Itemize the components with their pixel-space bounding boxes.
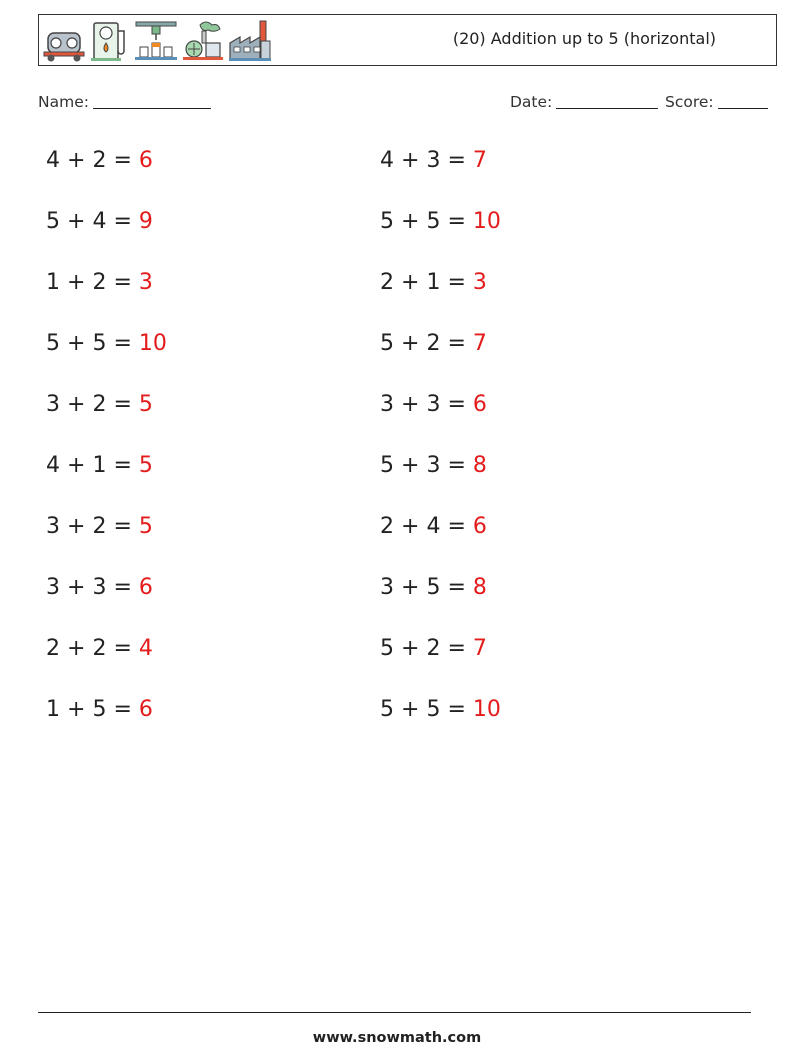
operand-a: 5 xyxy=(46,209,60,234)
answer: 4 xyxy=(138,636,153,661)
problem xyxy=(46,636,153,661)
oil-press-icon xyxy=(134,19,178,63)
operand-b: 5 xyxy=(426,209,441,234)
equals-sign: = xyxy=(113,575,132,600)
equals-sign: = xyxy=(447,270,466,295)
problem xyxy=(46,148,153,173)
operand-b: 5 xyxy=(426,575,441,600)
answer: 7 xyxy=(472,331,487,356)
answer: 10 xyxy=(472,697,501,722)
answer: 5 xyxy=(138,453,153,478)
operand-a: 5 xyxy=(380,209,394,234)
plus-sign: + xyxy=(401,575,420,600)
date-label: Date: xyxy=(510,93,553,111)
operand-a: 5 xyxy=(380,636,394,661)
answer: 6 xyxy=(472,392,487,417)
operand-a: 4 xyxy=(46,453,60,478)
problem xyxy=(46,453,153,478)
answer: 5 xyxy=(138,392,153,417)
date-field xyxy=(510,93,658,111)
equals-sign: = xyxy=(447,575,466,600)
plus-sign: + xyxy=(401,270,420,295)
operand-b: 2 xyxy=(92,270,107,295)
plus-sign: + xyxy=(401,636,420,661)
operand-b: 2 xyxy=(92,148,107,173)
problem xyxy=(46,514,153,539)
worksheet-header xyxy=(38,14,777,66)
answer: 6 xyxy=(472,514,487,539)
problem xyxy=(380,636,487,661)
plus-sign: + xyxy=(67,453,86,478)
problem xyxy=(46,575,153,600)
equals-sign: = xyxy=(447,209,466,234)
equals-sign: = xyxy=(113,270,132,295)
equals-sign: = xyxy=(447,453,466,478)
problem xyxy=(380,514,487,539)
equals-sign: = xyxy=(113,392,132,417)
operand-a: 1 xyxy=(46,270,60,295)
problem xyxy=(380,697,501,722)
fuel-pump-icon xyxy=(90,19,130,63)
plus-sign: + xyxy=(67,209,86,234)
equals-sign: = xyxy=(447,392,466,417)
equals-sign: = xyxy=(113,514,132,539)
factory-icon xyxy=(228,19,272,63)
plus-sign: + xyxy=(401,453,420,478)
answer: 6 xyxy=(138,697,153,722)
answer: 3 xyxy=(138,270,153,295)
equals-sign: = xyxy=(447,697,466,722)
operand-a: 2 xyxy=(380,270,394,295)
footer-site: www.snowmath.com xyxy=(312,1030,482,1046)
score-blank xyxy=(718,94,768,109)
problem xyxy=(380,575,487,600)
equals-sign: = xyxy=(447,331,466,356)
plus-sign: + xyxy=(401,209,420,234)
plus-sign: + xyxy=(67,697,86,722)
answer: 7 xyxy=(472,148,487,173)
equals-sign: = xyxy=(113,331,132,356)
operand-b: 5 xyxy=(92,697,107,722)
name-field xyxy=(38,93,211,111)
operand-b: 4 xyxy=(92,209,107,234)
answer: 6 xyxy=(138,148,153,173)
answer: 8 xyxy=(472,453,487,478)
operand-b: 3 xyxy=(92,575,107,600)
operand-b: 2 xyxy=(92,636,107,661)
problem xyxy=(380,148,487,173)
answer: 10 xyxy=(138,331,167,356)
operand-b: 5 xyxy=(426,697,441,722)
operand-b: 4 xyxy=(426,514,441,539)
operand-a: 3 xyxy=(46,575,60,600)
problem xyxy=(380,392,487,417)
problem xyxy=(380,209,501,234)
operand-b: 2 xyxy=(426,636,441,661)
equals-sign: = xyxy=(447,636,466,661)
date-blank xyxy=(556,94,658,109)
problem xyxy=(46,270,153,295)
operand-b: 5 xyxy=(92,331,107,356)
operand-a: 3 xyxy=(46,392,60,417)
answer: 7 xyxy=(472,636,487,661)
operand-a: 4 xyxy=(380,148,394,173)
equals-sign: = xyxy=(447,148,466,173)
operand-a: 5 xyxy=(380,697,394,722)
problem xyxy=(380,331,487,356)
name-blank xyxy=(93,94,211,109)
plus-sign: + xyxy=(67,392,86,417)
operand-a: 5 xyxy=(380,331,394,356)
equals-sign: = xyxy=(113,209,132,234)
plus-sign: + xyxy=(67,148,86,173)
answer: 10 xyxy=(472,209,501,234)
problem xyxy=(46,392,153,417)
operand-a: 3 xyxy=(380,392,394,417)
operand-b: 2 xyxy=(92,514,107,539)
plus-sign: + xyxy=(401,392,420,417)
operand-a: 2 xyxy=(46,636,60,661)
footer-divider xyxy=(38,1012,751,1013)
name-label: Name: xyxy=(38,93,89,111)
problem xyxy=(46,209,153,234)
chemical-plant-icon xyxy=(182,19,224,63)
operand-a: 5 xyxy=(380,453,394,478)
answer: 5 xyxy=(138,514,153,539)
operand-b: 3 xyxy=(426,148,441,173)
answer: 6 xyxy=(138,575,153,600)
problem xyxy=(380,453,487,478)
plus-sign: + xyxy=(67,270,86,295)
score-field xyxy=(665,93,768,111)
operand-b: 1 xyxy=(92,453,107,478)
plus-sign: + xyxy=(401,514,420,539)
plus-sign: + xyxy=(67,636,86,661)
equals-sign: = xyxy=(113,697,132,722)
operand-a: 1 xyxy=(46,697,60,722)
tank-truck-icon xyxy=(42,27,86,63)
operand-a: 4 xyxy=(46,148,60,173)
equals-sign: = xyxy=(113,148,132,173)
plus-sign: + xyxy=(67,331,86,356)
plus-sign: + xyxy=(67,575,86,600)
operand-b: 1 xyxy=(426,270,441,295)
operand-a: 5 xyxy=(46,331,60,356)
operand-b: 3 xyxy=(426,453,441,478)
problem xyxy=(380,270,487,295)
score-label: Score: xyxy=(665,93,714,111)
answer: 8 xyxy=(472,575,487,600)
operand-a: 3 xyxy=(380,575,394,600)
equals-sign: = xyxy=(447,514,466,539)
problem xyxy=(46,697,153,722)
answer: 3 xyxy=(472,270,487,295)
header-icons xyxy=(42,19,272,63)
equals-sign: = xyxy=(113,453,132,478)
equals-sign: = xyxy=(113,636,132,661)
plus-sign: + xyxy=(67,514,86,539)
problem xyxy=(46,331,167,356)
operand-b: 2 xyxy=(426,331,441,356)
plus-sign: + xyxy=(401,331,420,356)
operand-b: 3 xyxy=(426,392,441,417)
plus-sign: + xyxy=(401,148,420,173)
worksheet-title: (20) Addition up to 5 (horizontal) xyxy=(452,29,716,48)
operand-b: 2 xyxy=(92,392,107,417)
operand-a: 3 xyxy=(46,514,60,539)
answer: 9 xyxy=(138,209,153,234)
operand-a: 2 xyxy=(380,514,394,539)
plus-sign: + xyxy=(401,697,420,722)
